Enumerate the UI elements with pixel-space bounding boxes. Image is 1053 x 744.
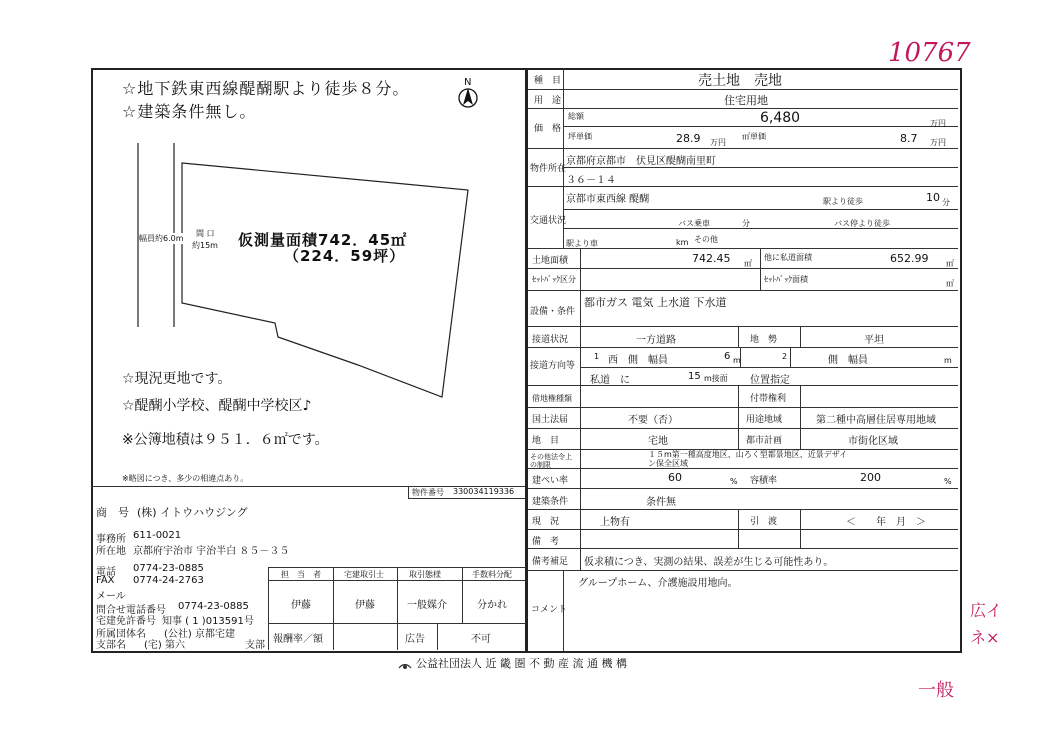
staff-header-agent: 担 当 者: [281, 570, 321, 579]
ad-value: 不可: [471, 634, 491, 645]
total-label: 総額: [568, 112, 584, 121]
price-label: 価 格: [534, 124, 562, 134]
walk-unit: 分: [942, 198, 950, 207]
attached-rights-label: 付帯権利: [750, 394, 787, 404]
access-label: 接道状況: [532, 335, 569, 345]
assoc-label: 所属団体名: [96, 629, 146, 640]
handwritten-note-1: 広イ: [970, 601, 1003, 620]
delivery-value: ＜ 年 月 ＞: [846, 517, 926, 528]
land-category-value: 宅地: [648, 436, 668, 447]
area-title: 仮測量面積742．45㎡: [238, 231, 408, 249]
tsubo-unit: 万円: [710, 138, 726, 147]
address-label: 所在地: [96, 546, 126, 557]
total-unit: 万円: [930, 119, 946, 128]
land-area-unit: ㎡: [744, 259, 752, 268]
staff-header-broker: 宅建取引士: [344, 570, 384, 579]
remarks-label: 備 考: [532, 537, 560, 547]
private-road-value: 652.99: [890, 252, 929, 265]
road1-width: 6: [724, 351, 731, 362]
restriction-label: その他法令上の制限: [530, 453, 572, 469]
organization-logo-icon: [398, 656, 412, 666]
trade-name: (株) イトウハウジング: [137, 506, 248, 519]
far-value: 200: [860, 471, 881, 484]
road2-number: 2: [782, 352, 788, 361]
inquiry-tel: 0774-23-0885: [178, 601, 249, 612]
tsubo-value: 28.9: [676, 132, 701, 145]
assoc-name: (公社) 京都宅建: [164, 629, 235, 640]
frontage-label: 間 口: [196, 229, 215, 238]
car-unit: km: [676, 238, 689, 247]
total-value: 6,480: [760, 110, 801, 126]
access-value: 一方道路: [636, 335, 676, 346]
office-zip: 611-0021: [133, 530, 182, 541]
location-line1: 京都府京都市 伏見区醍醐南里町: [566, 156, 716, 167]
footer-organization: 公益社団法人 近 畿 圏 不 動 産 流 通 機 構: [416, 657, 627, 670]
license-label: 宅建免許番号: [96, 616, 156, 627]
sqm-value: 8.7: [900, 132, 918, 145]
bcr-unit: %: [730, 477, 738, 486]
private-road-label: 他に私道面積: [764, 253, 812, 262]
land-category-label: 地 目: [532, 436, 560, 446]
terrain-value: 平坦: [864, 335, 884, 346]
restriction-line1: １５m第一種高度地区、山ろく型都景地区、近景デザイ: [648, 450, 848, 459]
note-vacant: ☆現況更地です。: [122, 371, 232, 387]
north-icon: [456, 76, 480, 110]
supplement-label: 備考補足: [532, 557, 569, 567]
property-table: [528, 68, 958, 651]
land-law-value: 不要（否）: [628, 415, 678, 426]
land-area-value: 742.45: [692, 252, 731, 265]
restriction-line2: ン保全区域: [648, 459, 688, 468]
bcr-label: 建ぺい率: [532, 476, 569, 486]
road2-unit: m: [944, 356, 952, 365]
fax: 0774-24-2763: [133, 575, 204, 586]
car-label: 駅より車: [566, 239, 598, 248]
site-sketch: [130, 135, 480, 405]
status-label: 現 況: [532, 517, 560, 527]
type-value: 売土地 売地: [698, 73, 782, 89]
bcr-value: 60: [668, 471, 682, 484]
branch-label: 支部名: [96, 640, 126, 651]
location-line2: ３６－１４: [566, 175, 616, 186]
handwritten-note-2: ネ×: [970, 628, 1000, 647]
far-unit: %: [944, 477, 952, 486]
road1-unit: m: [733, 356, 741, 365]
staff-fee: 分かれ: [477, 600, 507, 611]
zone-value: 第二種中高層住居専用地域: [816, 415, 936, 426]
supplement-value: 仮求積につき、実測の結果、誤差が生じる可能性あり。: [584, 557, 834, 568]
far-label: 容積率: [750, 476, 778, 486]
staff-header-fee: 手数料分配: [472, 570, 512, 579]
setback-area-unit: ㎡: [946, 279, 954, 288]
type-label: 種 目: [534, 76, 562, 86]
staff-grid: [268, 567, 526, 650]
address: 京都府宇治市 宇治半白 ８５－３５: [133, 546, 290, 557]
staff-header-mode: 取引態様: [409, 570, 441, 579]
office-label: 事務所: [96, 534, 126, 545]
headline-station: ☆地下鉄東西線醍醐駅より徒歩８分。: [122, 79, 410, 98]
land-law-label: 国土法届: [532, 415, 569, 425]
north-letter: N: [464, 77, 472, 88]
road-width-label: 幅員約6.0m: [139, 234, 184, 243]
land-area-label: 土地面積: [532, 256, 569, 266]
road1-direction: 西 側 幅員: [608, 355, 668, 366]
leasehold-label: 借地権種類: [532, 394, 572, 403]
staff-broker: 伊藤: [355, 600, 375, 611]
trade-label: 商 号: [96, 506, 129, 519]
frontage-length: 約15m: [192, 241, 218, 250]
note-registry-area: ※公簿地積は９５１．６㎡です。: [122, 432, 329, 448]
property-number-label: 物件番号: [412, 488, 444, 497]
setback-area-label: ｾｯﾄﾊﾞｯｸ面積: [764, 275, 808, 284]
location-label: 物件所在: [530, 164, 567, 174]
inquiry-label: 問合せ電話番号: [96, 605, 166, 616]
property-number: 330034119336: [453, 487, 515, 496]
other-label: その他: [694, 235, 718, 244]
branch-name: (宅) 第六 支部: [144, 640, 265, 651]
comment-value: グループホーム、介護施設用地向。: [578, 578, 738, 589]
zone-label: 用途地域: [746, 415, 783, 425]
comment-label: コメント: [531, 605, 568, 615]
handwritten-general: 一般: [918, 680, 954, 701]
private-road-text: 私道 に: [590, 375, 630, 386]
frontage-unit: m接面: [704, 374, 728, 383]
ad-label: 広告: [405, 634, 425, 645]
staff-agent: 伊藤: [291, 600, 311, 611]
bus-unit: 分: [742, 219, 750, 228]
license-number: 知事 ( 1 )013591号: [162, 616, 254, 627]
sqm-unit: 万円: [930, 138, 946, 147]
area-tsubo: （224．59坪）: [284, 247, 406, 265]
building-cond-value: 条件無: [646, 497, 676, 508]
frontage-width: 15: [688, 371, 701, 382]
headline-condition: ☆建築条件無し。: [122, 102, 257, 121]
disclaimer: ※略図につき、多少の相違点あり。: [122, 474, 249, 483]
road1-number: 1: [594, 352, 600, 361]
train-line: 京都市東西線 醍醐: [566, 194, 650, 205]
building-cond-label: 建築条件: [532, 497, 569, 507]
use-value: 住宅用地: [724, 94, 768, 107]
facility-label: 設備・条件: [530, 307, 576, 317]
setback-label: ｾｯﾄﾊﾞｯｸ区分: [532, 275, 576, 284]
bus-label: バス乗車: [678, 219, 710, 228]
walk-value: 10: [926, 191, 940, 204]
road-direction-label: 接道方向等: [530, 361, 576, 371]
mail-label: メール: [96, 591, 126, 602]
tel: 0774-23-0885: [133, 563, 204, 574]
city-plan-value: 市街化区域: [848, 436, 898, 447]
staff-mode: 一般媒介: [407, 600, 447, 611]
reward-label: 報酬率／額: [273, 634, 323, 645]
private-road-unit: ㎡: [946, 259, 954, 268]
facility-value: 都市ガス 電気 上水道 下水道: [584, 296, 727, 309]
walk-label: 駅より徒歩: [823, 197, 863, 206]
busstop-label: バス停より徒歩: [834, 219, 890, 228]
sqm-label: ㎡単価: [742, 132, 766, 141]
property-number-box: [408, 486, 526, 499]
delivery-label: 引 渡: [750, 517, 778, 527]
road2-direction: 側 幅員: [828, 355, 868, 366]
use-label: 用 途: [534, 96, 562, 106]
position-designation-label: 位置指定: [750, 375, 790, 386]
tel-label: 電話: [96, 567, 116, 578]
terrain-label: 地 勢: [750, 335, 778, 345]
fax-label: FAX: [96, 575, 115, 586]
city-plan-label: 都市計画: [746, 436, 783, 446]
status-value: 上物有: [600, 517, 630, 528]
traffic-label: 交通状況: [530, 216, 567, 226]
handwritten-number: 10767: [888, 38, 971, 68]
note-school: ☆醍醐小学校、醍醐中学校区♪: [122, 398, 312, 414]
tsubo-label: 坪単価: [568, 132, 592, 141]
